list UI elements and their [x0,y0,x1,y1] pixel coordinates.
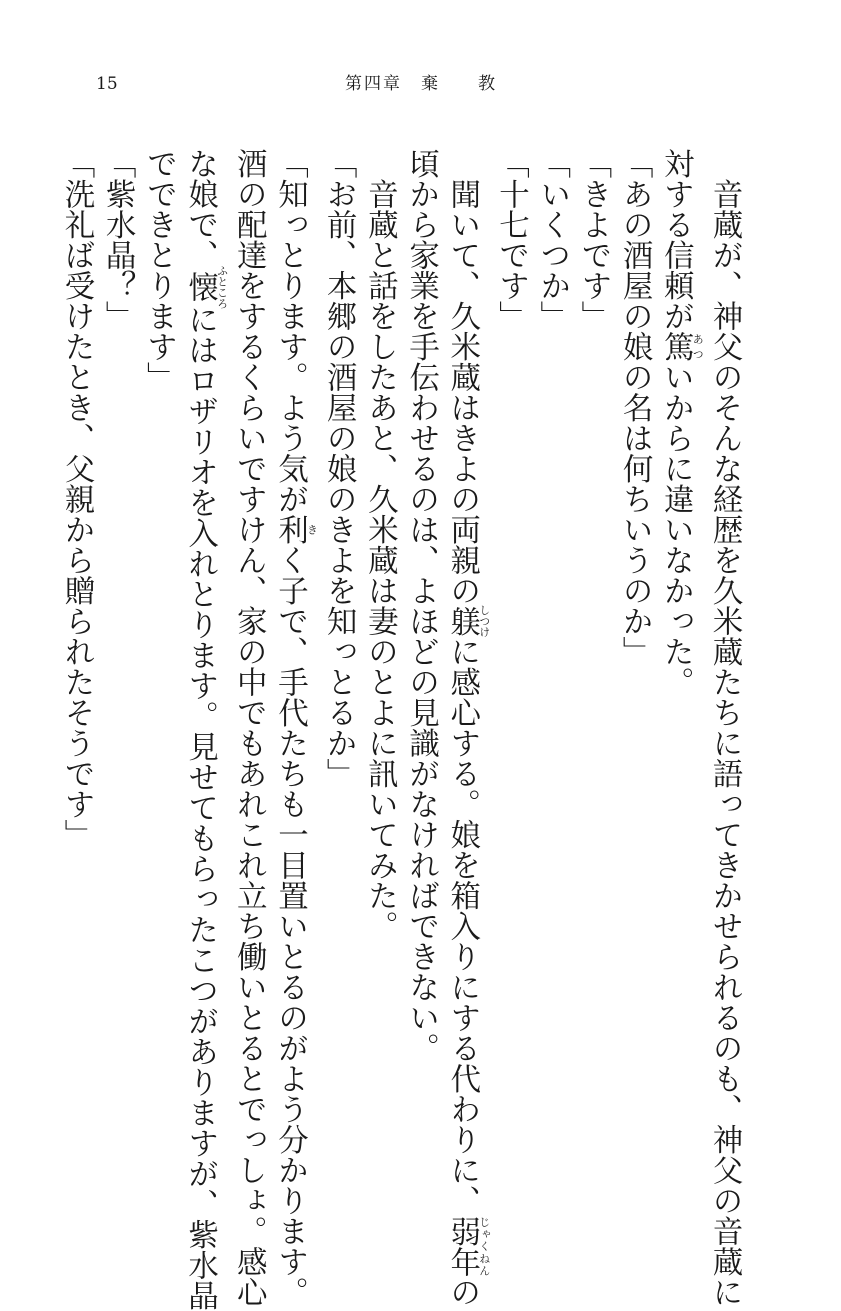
body-line: な娘で、懐ふところにはロザリオを入れとります。見せてもらったこつがありますが、紫水晶 [182,148,229,1311]
body-line: 対する信頼が篤あついからに違いなかった。 [658,148,705,697]
body-line: 酒の配達をするくらいですけん、家の中でもあれこれ立ち働いとるとでっしょ。感心 [231,148,267,1307]
body-line: 「知っとります。よう気が利きく子で、手代たちも一目置いとるのがよう分かります。 [272,148,319,1307]
furigana-ruby: 利き [272,514,319,545]
furigana-ruby: 懐ふところ [182,265,229,309]
body-line: でできとります」 [141,148,177,392]
running-header-chapter-title: 第四章 棄 教 [345,74,497,94]
body-text-vertical [56,148,745,1311]
page-number: 15 [96,74,118,94]
body-line: 「きよです」 [575,148,611,331]
body-line: 聞いて、久米蔵はきよの両親の躾しつけに感心する。娘を箱入りにする代わりに、弱年じゃくねんの [444,148,491,1307]
body-line: 音蔵と話をしたあと、久米蔵は妻のとよに訊いてみた。 [362,148,398,941]
furigana-ruby: 篤あつ [658,331,705,362]
body-line: 「あの酒屋の娘の名は何ちいうのか」 [617,148,653,667]
body-line: 「いくつか」 [534,148,570,331]
body-line: 「紫水晶？」 [100,148,136,331]
body-line: 「十七です」 [493,148,529,331]
body-line: 「洗礼ば受けたとき、父親から贈られたそうです」 [58,148,94,850]
body-line: 頃から家業を手伝わせるのは、よほどの見識がなければできない。 [403,148,439,1063]
body-line: 音蔵が、神父のそんな経歴を久米蔵たちに語ってきかせられるのも、神父の音蔵に [707,148,742,1307]
furigana-ruby: 弱年じゃくねん [444,1215,491,1277]
body-line: 「お前、本郷の酒屋の娘のきよを知っとるか」 [321,148,357,789]
furigana-ruby: 躾しつけ [444,604,491,638]
